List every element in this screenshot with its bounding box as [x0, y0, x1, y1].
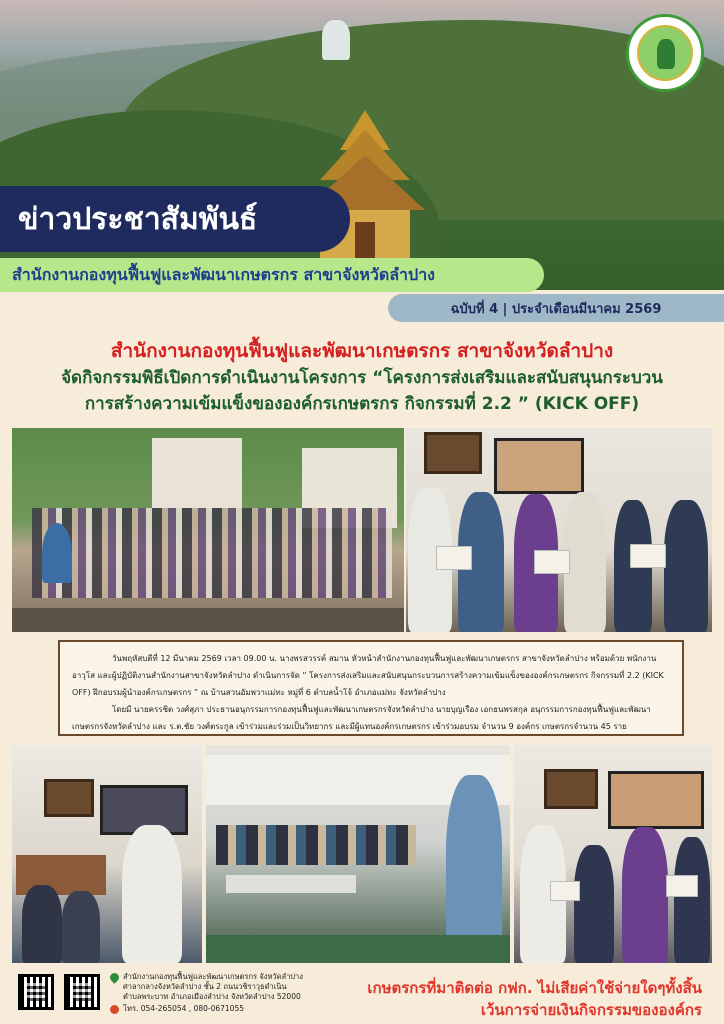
page-title: ข่าวประชาสัมพันธ์	[0, 186, 350, 252]
contact-info	[110, 972, 310, 1014]
qr-code-icon[interactable]	[18, 974, 54, 1010]
address-line: สำนักงานกองทุนฟื้นฟูและพัฒนาเกษตรกร จังหวัดลำปาง	[123, 972, 303, 981]
issue-label: ฉบับที่ 4 | ประจำเดือนมีนาคม 2569	[388, 294, 724, 322]
qr-code-icon[interactable]	[64, 974, 100, 1010]
address-line: ศาลากลางจังหวัดลำปาง ชั้น 2 ถนนวชิราวุธดำเนิน	[123, 982, 287, 991]
headline-line2: จัดกิจกรรมพิธีเปิดการดำเนินงานโครงการ “โครงการส่งเสริมและสนับสนุนกระบวน	[61, 368, 663, 388]
award-photo	[514, 745, 712, 963]
office-logo	[626, 14, 704, 92]
buddha-statue-image	[322, 20, 350, 60]
certificate-photo	[406, 428, 712, 632]
article-paragraph: โดยมี นายครรชิต วงศ์สุภา ประธานอนุกรรมการกองทุนฟื้นฟูและพัฒนาเกษตรกรจังหวัดลำปาง นายบุญเรือง เอกธนพรสกุล อนุกรรมการกองทุนฟื้นฟูและพัฒนาเกษตรกรจังหวัดลำปาง และ ร.ต.ชัย วงศ์ตระกูล เข้าร่วมและร่วมเป็นวิทยากร และมีผู้แทนองค์กรเกษตรกร เข้าร่วมอบรม จำนวน 9 องค์กร เกษตรกรจำนวน 45 ราย	[72, 705, 651, 731]
address-line: ตำบลพระบาท อำเภอเมืองลำปาง จังหวัดลำปาง 52000	[123, 992, 301, 1001]
slogan-line2: เว้นการจ่ายเงินกิจกรรมขององค์กร	[480, 1001, 702, 1019]
headline-line3: การสร้างความเข้มแข็งขององค์กรเกษตรกร กิจกรรมที่ 2.2 ” (KICK OFF)	[84, 394, 640, 414]
location-pin-icon	[108, 971, 121, 984]
slogan-line1: เกษตรกรที่มาติดต่อ กฟก. ไม่เสียค่าใช้จ่ายใดๆทั้งสิ้น	[367, 979, 702, 997]
training-room-photo	[206, 745, 510, 963]
group-photo	[12, 428, 404, 632]
phone-icon	[110, 1005, 119, 1014]
article-body	[58, 640, 684, 736]
phone-number: โทร. 054-265054 , 080-0671055	[123, 1004, 244, 1013]
office-name: สำนักงานกองทุนฟื้นฟูและพัฒนาเกษตรกร สาขาจังหวัดลำปาง	[0, 258, 544, 292]
headline-line1: สำนักงานกองทุนฟื้นฟูและพัฒนาเกษตรกร สาขาจังหวัดลำปาง	[110, 340, 614, 362]
article-paragraph: วันพฤหัสบดีที่ 12 มีนาคม 2569 เวลา 09.00 น. นางพรสวรรค์ สมาน หัวหน้าสำนักงานกองทุนฟื้นฟูและพัฒนาเกษตรกร สาขาจังหวัดลำปาง พร้อมด้วย พนักงานอาวุโส และผู้ปฏิบัติงานสำนักงานสาขาจังหวัดลำปาง ดำเนินการจัด “ โครงการส่งเสริมและสนับสนุนกระบวนการสร้างความเข้มแข็งขององค์กรเกษตรกร กิจกรรมที่ 2.2 (KICK OFF) ฝึกอบรมผู้นำองค์กรเกษตรกร ” ณ บ้านสวนอัมพวาแม่ทะ หมู่ที่ 6 ตำบลน้ำโจ้ อำเภอแม่ทะ จังหวัดลำปาง	[72, 654, 664, 697]
speaker-photo	[12, 745, 202, 963]
